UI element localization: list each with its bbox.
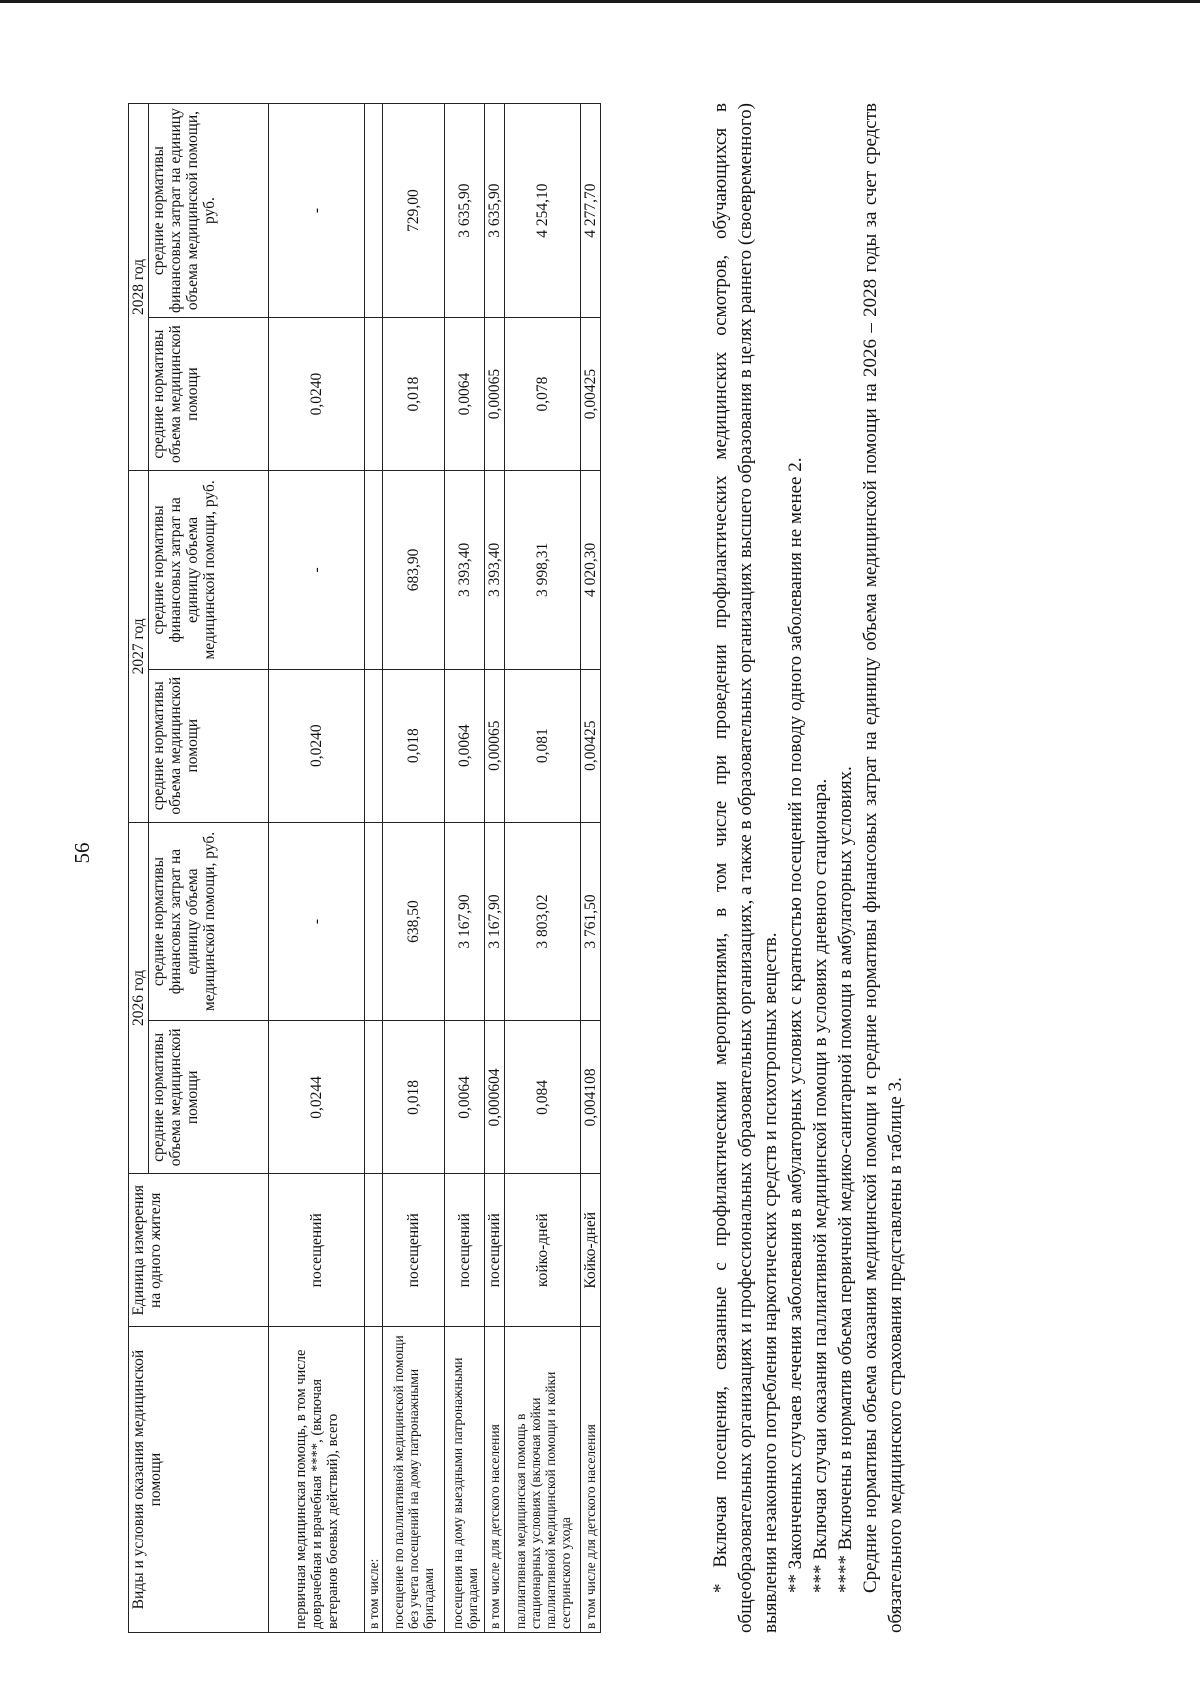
volume-cell: 0,0240 xyxy=(269,318,365,471)
cost-cell: 4 020,30 xyxy=(581,471,601,670)
cost-cell: 638,50 xyxy=(383,822,445,1021)
footnotes xyxy=(708,103,908,1633)
cost-cell xyxy=(365,471,383,670)
volume-cell xyxy=(365,318,383,471)
cost-cell: 729,00 xyxy=(383,104,445,318)
volume-cell: 0,0064 xyxy=(445,1021,485,1174)
row-unit-cell: посещений xyxy=(269,1174,365,1327)
header-row-years xyxy=(129,104,149,1633)
row-type-cell: в том числе для детского населения xyxy=(581,1327,601,1633)
table-row xyxy=(505,104,581,1633)
cost-cell xyxy=(365,104,383,318)
cost-cell: 683,90 xyxy=(383,471,445,670)
header-year-2028: 2028 год xyxy=(129,104,149,471)
header-type: Виды и условия оказания медицинской помощи xyxy=(129,1327,269,1633)
header-year-2026: 2026 год xyxy=(129,822,149,1174)
volume-cell: 0,084 xyxy=(505,1021,581,1174)
volume-cell xyxy=(365,1021,383,1174)
cost-cell: 3 393,40 xyxy=(485,471,505,670)
row-type-cell: в том числе для детского населения xyxy=(485,1327,505,1633)
cost-cell: 3 635,90 xyxy=(485,104,505,318)
header-cost: средние нормативы финансовых затрат на единицу объема медицинской помощи, руб. xyxy=(149,822,269,1021)
cost-cell: - xyxy=(269,822,365,1021)
volume-cell: 0,00425 xyxy=(581,669,601,822)
cost-cell: - xyxy=(269,104,365,318)
cost-cell: - xyxy=(269,471,365,670)
table-row xyxy=(365,104,383,1633)
row-type-cell: посещения на дому выездными патронажными бригадами xyxy=(445,1327,485,1633)
row-type-cell: в том числе: xyxy=(365,1327,383,1633)
volume-cell: 0,018 xyxy=(383,669,445,822)
footnote-2: ** Законченных случаев лечения заболевания в амбулаторных условиях с кратностью посещений по поводу одного заболевания не менее 2. xyxy=(785,457,806,1593)
cost-cell xyxy=(365,822,383,1021)
cost-cell: 3 635,90 xyxy=(445,104,485,318)
rotated-page xyxy=(70,73,1130,1633)
table-row xyxy=(445,104,485,1633)
cost-cell: 4 254,10 xyxy=(505,104,581,318)
volume-cell: 0,0064 xyxy=(445,318,485,471)
closing-paragraph: Средние нормативы объема оказания медицинской помощи и средние нормативы финансовых затрат на единицу объема медицинской помощи на 2026 – 2028 годы за счет средств обязательного медицинского страхования представлены в таблице 3. xyxy=(860,103,906,1633)
cost-cell: 3 998,31 xyxy=(505,471,581,670)
cost-cell: 4 277,70 xyxy=(581,104,601,318)
cost-cell: 3 393,40 xyxy=(445,471,485,670)
table-row xyxy=(269,104,365,1633)
header-cost: средние нормативы финансовых затрат на единицу объема медицинской помощи, руб. xyxy=(149,471,269,670)
volume-cell: 0,000604 xyxy=(485,1021,505,1174)
row-type-cell: первичная медицинская помощь, в том числе доврачебная и врачебная ****, (включая ветеранов боевых действий), всего xyxy=(269,1327,365,1633)
volume-cell: 0,004108 xyxy=(581,1021,601,1174)
header-year-2027: 2027 год xyxy=(129,471,149,823)
cost-cell: 3 761,50 xyxy=(581,822,601,1021)
row-unit-cell: койко-дней xyxy=(505,1174,581,1327)
header-volume: средние нормативы объема медицинской помощи xyxy=(149,318,269,471)
row-type-cell: посещение по паллиативной медицинской помощи без учета посещений на дому патронажными бригадами xyxy=(383,1327,445,1633)
row-unit-cell: посещений xyxy=(383,1174,445,1327)
header-volume: средние нормативы объема медицинской помощи xyxy=(149,669,269,822)
header-volume: средние нормативы объема медицинской помощи xyxy=(149,1021,269,1174)
norms-table xyxy=(128,103,601,1633)
volume-cell xyxy=(365,669,383,822)
table-row xyxy=(383,104,445,1633)
top-scan-edge xyxy=(0,0,1200,3)
volume-cell: 0,0240 xyxy=(269,669,365,822)
volume-cell: 0,081 xyxy=(505,669,581,822)
table-row xyxy=(485,104,505,1633)
volume-cell: 0,00065 xyxy=(485,318,505,471)
footnote-4: **** Включены в норматив объема первичной медико-санитарной помощи в амбулаторных условиях. xyxy=(835,766,856,1593)
row-unit-cell: посещений xyxy=(485,1174,505,1327)
page-number: 56 xyxy=(70,842,94,864)
row-type-cell: паллиативная медицинская помощь в стационарных условиях (включая койки паллиативной медицинской помощи и койки сестринского ухода xyxy=(505,1327,581,1633)
cost-cell: 3 803,02 xyxy=(505,822,581,1021)
footnote-1: * Включая посещения, связанные с профилактическими мероприятиями, в том числе при проведении профилактических медицинских осмотров, обучающихся в общеобразовательных организациях и профессиональных образовательных организациях, а также в образовательных организациях высшего образования в целях раннего (своевременного) выявления незаконного потребления наркотических средств и психотропных веществ. xyxy=(710,103,781,1633)
volume-cell: 0,078 xyxy=(505,318,581,471)
cost-cell: 3 167,90 xyxy=(485,822,505,1021)
volume-cell: 0,00065 xyxy=(485,669,505,822)
row-unit-cell: Койко-дней xyxy=(581,1174,601,1327)
volume-cell: 0,018 xyxy=(383,318,445,471)
volume-cell: 0,00425 xyxy=(581,318,601,471)
footnote-3: *** Включая случаи оказания паллиативной медицинской помощи в условиях дневного стационара. xyxy=(810,778,831,1593)
header-unit: Единица измерения на одного жителя xyxy=(129,1174,269,1327)
row-unit-cell: посещений xyxy=(445,1174,485,1327)
row-unit-cell xyxy=(365,1174,383,1327)
volume-cell: 0,0244 xyxy=(269,1021,365,1174)
cost-cell: 3 167,90 xyxy=(445,822,485,1021)
header-cost: средние нормативы финансовых затрат на единицу объема медицинской помощи, руб. xyxy=(149,104,269,318)
volume-cell: 0,018 xyxy=(383,1021,445,1174)
volume-cell: 0,0064 xyxy=(445,669,485,822)
table-row xyxy=(581,104,601,1633)
